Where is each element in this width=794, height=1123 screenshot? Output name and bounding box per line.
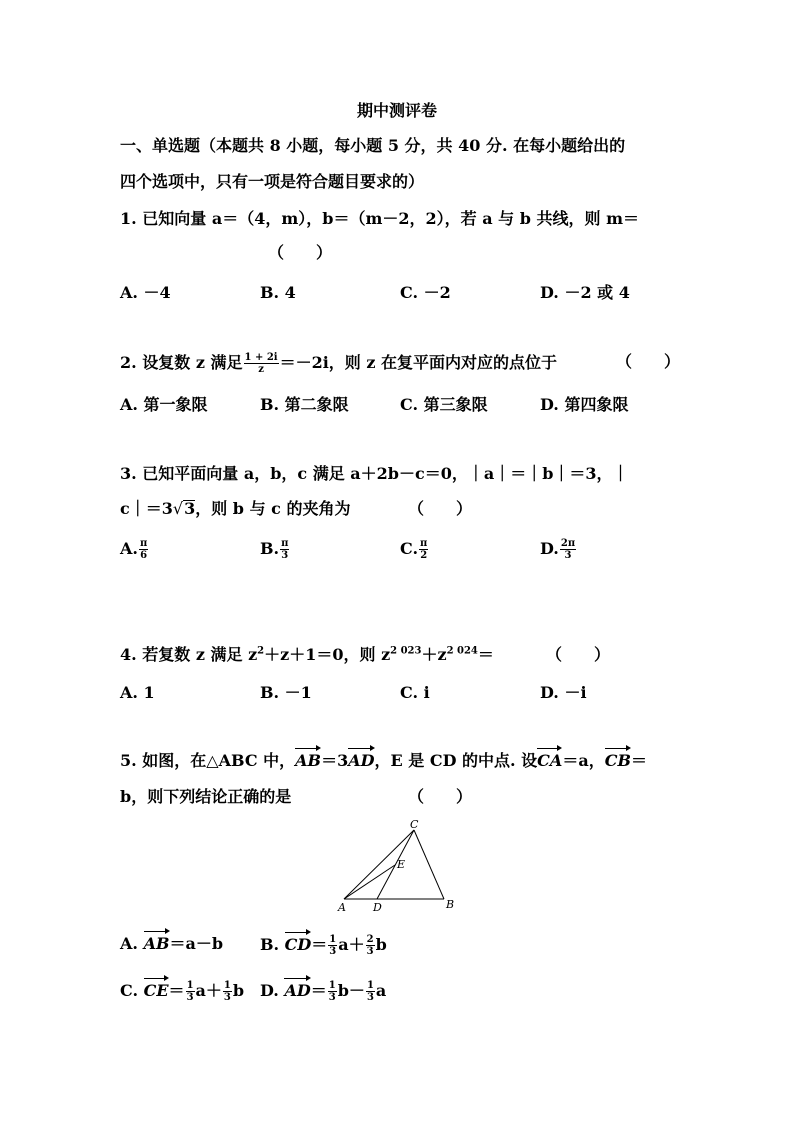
q3-stem-line2-pre: c｜＝3 (120, 499, 173, 518)
q5-option-d-t1: b－ (337, 981, 365, 1000)
q3-option-d-den: 3 (564, 550, 572, 561)
q5-option-c-vec: CE (143, 981, 169, 1000)
section-heading-line2: 四个选项中，只有一项是符合题目要求的） (120, 172, 425, 191)
q5-option-d-n2: 1 (366, 980, 374, 991)
section-heading-line1: 一、单选题（本题共 8 小题，每小题 5 分，共 40 分. 在每小题给出的 (120, 136, 626, 155)
q5-option-c-label: C. (120, 981, 139, 1000)
q5-option-d-d2: 3 (366, 992, 374, 1003)
q4-stem (120, 645, 494, 665)
q2-stem-pre: 2. 设复数 z 满足 (120, 353, 243, 372)
q5-option-a-rhs: ＝a－b (169, 934, 224, 953)
q5-vec-cb: CB (604, 751, 631, 770)
q4-plus: ＋z (421, 645, 447, 664)
q2-option-d: D. 第四象限 (540, 395, 629, 414)
q1-option-c: C. －2 (400, 283, 451, 302)
q3-option-a-num: π (139, 538, 148, 549)
q2-fraction-num: 1 + 2i (244, 352, 278, 363)
label-d: D (373, 901, 382, 914)
q5-p5: ＝ (630, 751, 647, 770)
q2-stem-post: ＝－2i，则 z 在复平面内对应的点位于 (279, 353, 558, 372)
q5-option-a-vec: AB (143, 934, 170, 953)
page-title: 期中测评卷 (356, 101, 437, 120)
q5-option-d (260, 980, 386, 1003)
q3-option-b (260, 538, 290, 561)
q4-option-d: D. －i (540, 683, 587, 702)
q5-answer-paren: （ ） (408, 787, 473, 806)
q5-p3: ，E 是 CD 的中点. 设 (374, 751, 538, 770)
segment-ae (344, 865, 395, 899)
q3-option-d (540, 538, 577, 561)
q3-option-a-den: 6 (140, 550, 148, 561)
q5-option-b-label: B. (260, 935, 280, 954)
q5-option-d-t2: a (375, 981, 387, 1000)
segment-cd (377, 830, 414, 899)
q5-option-d-n1: 1 (328, 980, 336, 991)
q3-option-c-num: π (420, 538, 428, 549)
q1-option-b: B. 4 (260, 283, 296, 302)
q5-option-b-n1: 1 (329, 934, 337, 945)
q5-option-c (120, 980, 244, 1003)
q2-answer-paren: （ ） (616, 352, 681, 371)
q3-option-d-num: 2π (560, 538, 576, 549)
label-e: E (397, 858, 406, 871)
q5-option-c-n1: 1 (186, 980, 194, 991)
q4-option-b: B. －1 (260, 683, 312, 702)
q5-option-a (120, 934, 223, 954)
q1-answer-paren: （ ） (268, 243, 333, 262)
q3-stem-line2-post: ，则 b 与 c 的夹角为 (195, 499, 351, 518)
q5-option-b-d2: 3 (366, 946, 374, 957)
q2-option-c: C. 第三象限 (400, 395, 488, 414)
q4-square: 2 (257, 645, 265, 657)
q4-eq: ＝ (477, 645, 494, 664)
q5-option-d-vec: AD (284, 981, 311, 1000)
q5-option-b-t1: a＋ (338, 935, 365, 954)
q5-option-d-label: D. (260, 981, 279, 1000)
q1-stem: 1. 已知向量 a＝（4，m），b＝（m－2，2），若 a 与 b 共线，则 m＝ (120, 209, 639, 228)
q3-option-b-num: π (281, 538, 289, 549)
q3-option-a-label: A. (120, 539, 138, 558)
q3-answer-paren: （ ） (408, 499, 473, 518)
q3-option-c-den: 2 (420, 550, 428, 561)
q5-vec-ab: AB (295, 751, 322, 770)
q5-p4: ＝a， (562, 751, 605, 770)
q4-stem-mid: ＋z＋1＝0，则 z (264, 645, 391, 664)
q4-exp2: 2 024 (446, 645, 478, 657)
q3-stem-line1: 3. 已知平面向量 a，b，c 满足 a＋2b－c＝0，｜a｜＝｜b｜＝3，｜ (120, 464, 629, 483)
q5-option-b-t2: b (375, 935, 387, 954)
q4-stem-pre: 4. 若复数 z 满足 z (120, 645, 258, 664)
q3-option-d-label: D. (540, 539, 559, 558)
q3-option-a (120, 538, 149, 561)
q4-option-a: A. 1 (120, 683, 155, 702)
q3-option-c-label: C. (400, 539, 419, 558)
q5-option-b-vec: CD (284, 935, 312, 954)
q1-option-a: A. －4 (120, 283, 171, 302)
q5-option-c-t1: a＋ (195, 981, 222, 1000)
q5-option-c-eq: ＝ (168, 981, 185, 1000)
q3-option-b-label: B. (260, 539, 280, 558)
q3-option-b-den: 3 (281, 550, 289, 561)
q5-option-b-n2: 2 (366, 934, 374, 945)
q5-option-c-d1: 3 (186, 992, 194, 1003)
q2-option-a: A. 第一象限 (120, 395, 208, 414)
q5-vec-ca: CA (537, 751, 563, 770)
label-a: A (338, 901, 346, 914)
q3-option-c (400, 538, 429, 561)
q5-stem-line2: b，则下列结论正确的是 (120, 787, 292, 806)
q5-option-c-t2: b (232, 981, 245, 1000)
q4-exp1: 2 023 (390, 645, 422, 657)
q5-p1: 5. 如图，在△ABC 中， (120, 751, 296, 770)
q1-option-d: D. －2 或 4 (540, 283, 630, 302)
q5-option-b-eq: ＝ (311, 935, 328, 954)
q5-option-c-n2: 1 (223, 980, 231, 991)
q4-option-c: C. i (400, 683, 430, 702)
q3-stem-line2: c｜＝3√3，则 b 与 c 的夹角为 (120, 499, 351, 518)
q5-option-c-d2: 3 (223, 992, 231, 1003)
q2-fraction (244, 352, 279, 375)
q5-option-b-d1: 3 (329, 946, 337, 957)
q2-fraction-den: z (258, 364, 264, 375)
q2-option-b: B. 第二象限 (260, 395, 349, 414)
q5-vec-ad: AD (348, 751, 375, 770)
q5-option-d-eq: ＝ (310, 981, 327, 1000)
side-cb (414, 830, 444, 899)
label-b: B (446, 898, 455, 911)
q5-stem-line1 (120, 751, 647, 771)
q2-stem (120, 352, 557, 375)
q5-p2: ＝3 (321, 751, 349, 770)
q5-option-b (260, 934, 387, 957)
q4-answer-paren: （ ） (546, 645, 611, 664)
q3-sqrt-value: 3 (184, 499, 196, 518)
q5-option-a-label: A. (120, 934, 138, 953)
triangle-figure (330, 818, 470, 918)
label-c: C (410, 818, 419, 831)
q5-option-d-d1: 3 (328, 992, 336, 1003)
